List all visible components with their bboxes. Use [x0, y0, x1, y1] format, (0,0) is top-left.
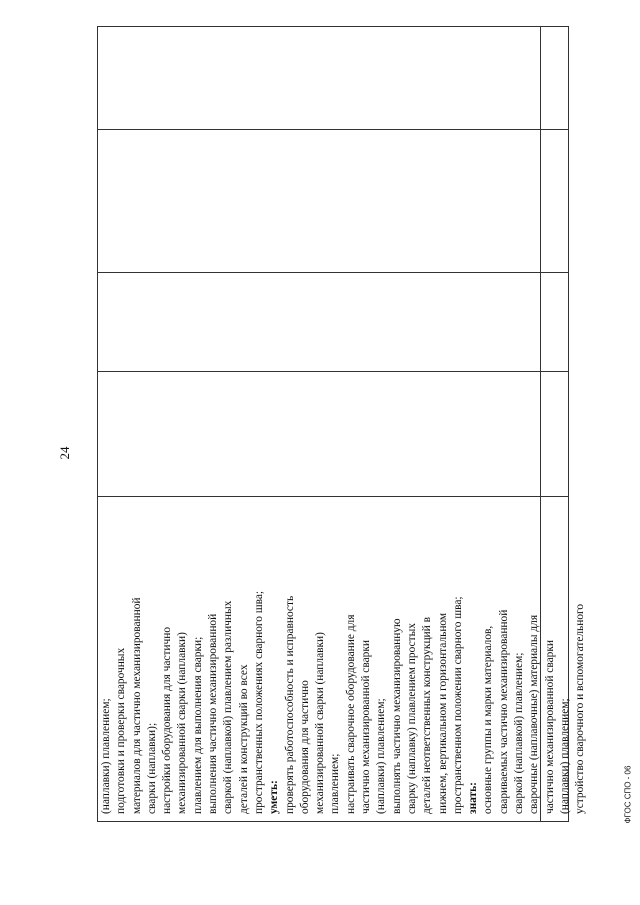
- text-line: сваркой (наплавкой) плавлением;: [513, 652, 526, 814]
- requirements-cell-text: [97, 508, 589, 820]
- text-line: сварки (наплавки);: [145, 722, 158, 814]
- text-line: сварочные (наплавочные) материалы для: [528, 614, 541, 814]
- text-line: выполнения частично механизированной: [207, 613, 220, 814]
- text-line: материалов для частично механизированной: [130, 597, 143, 814]
- table-row-divider: [98, 371, 568, 372]
- text-line: плавлением для выполнения сварки;: [191, 636, 204, 814]
- text-line: настраивать сварочное оборудование для: [344, 614, 357, 814]
- text-line: плавлением;: [329, 753, 342, 814]
- text-line: основные группы и марки материалов,: [482, 625, 495, 814]
- text-line: механизированной сварки (наплавки): [314, 632, 327, 814]
- text-line: проверять работоспособность и исправность: [283, 595, 296, 814]
- text-line: нижнем, вертикальном и горизонтальном: [436, 612, 449, 814]
- text-line: выполнять частично механизированную: [390, 618, 403, 814]
- text-line: настройки оборудования для частично: [161, 626, 174, 814]
- text-line: частично механизированной сварки: [360, 640, 373, 814]
- page-number: 24: [57, 446, 72, 460]
- text-line: (наплавки) плавлением;: [375, 698, 388, 814]
- table-row-divider: [98, 496, 568, 497]
- text-line: (наплавки) плавлением;: [100, 698, 112, 814]
- text-line: устройство сварочного и вспомогательного: [574, 603, 587, 814]
- text-line: свариваемых частично механизированной: [497, 609, 510, 814]
- section-heading-umet: уметь:: [268, 780, 281, 814]
- text-line: пространственных положениях сварного шва;: [252, 590, 265, 814]
- text-line: механизированной сварки (наплавки): [176, 632, 189, 814]
- text-line: оборудования для частично: [298, 680, 311, 814]
- text-line: подготовки и проверки сварочных: [115, 647, 128, 814]
- footer-document-code: ФГОС СПО - 06: [623, 765, 633, 824]
- table-row-divider: [98, 129, 568, 130]
- text-line: частично механизированной сварки: [543, 640, 556, 814]
- text-line: пространственном положении сварного шва;: [451, 596, 464, 814]
- text-line: (наплавки) плавлением;: [558, 698, 571, 814]
- table-row-divider: [98, 272, 568, 273]
- text-line: сваркой (наплавкой) плавлением различных: [222, 600, 235, 814]
- section-heading-znat: знать:: [467, 782, 480, 814]
- text-line: сварку (наплавку) плавлением простых: [405, 623, 418, 814]
- text-line: деталей и конструкций во всех: [237, 664, 250, 814]
- text-line: деталей неответственных конструкций в: [421, 617, 434, 814]
